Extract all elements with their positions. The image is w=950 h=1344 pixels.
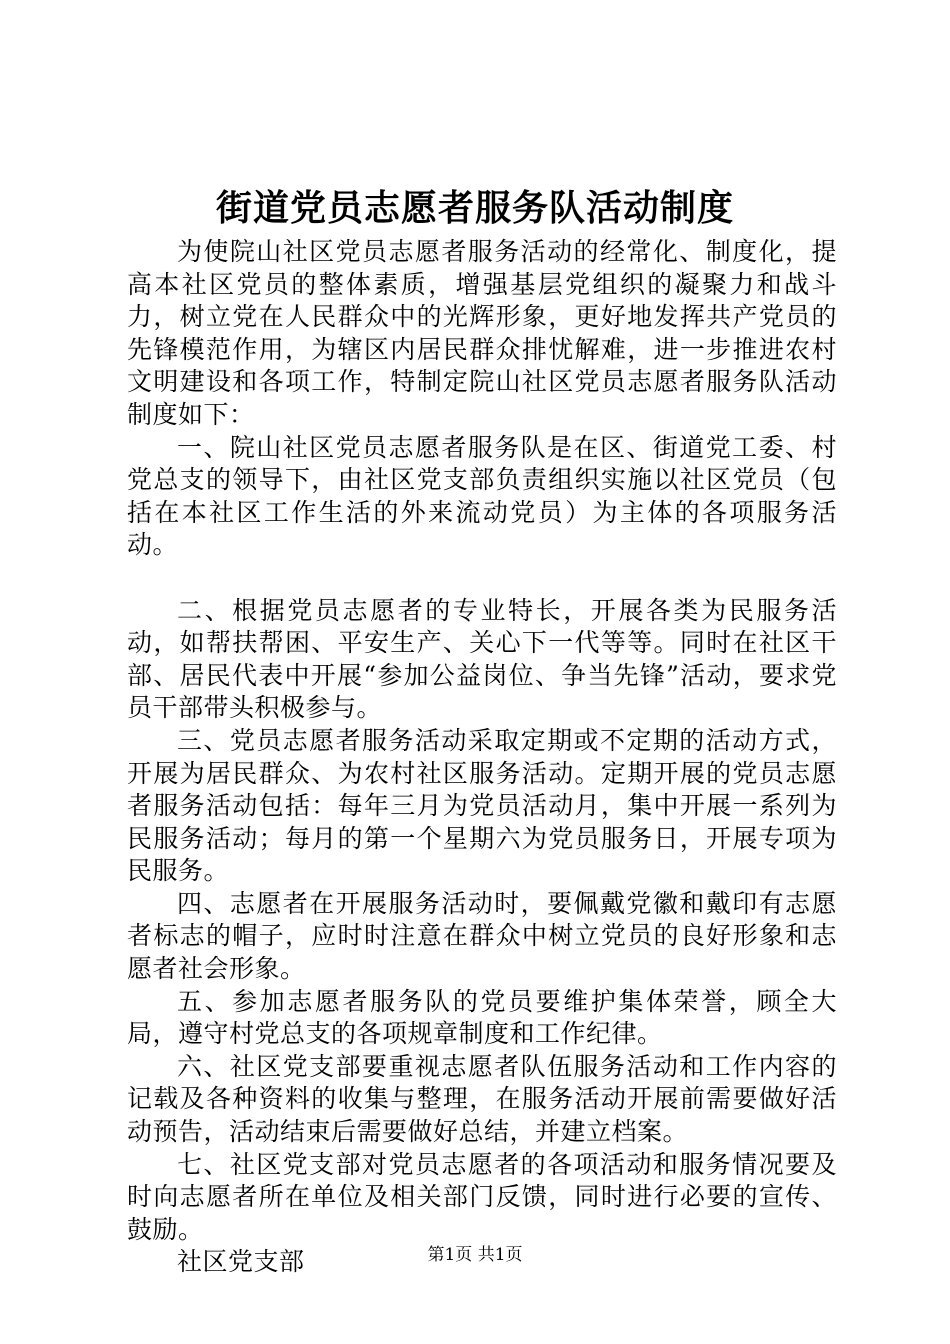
clause-3-paragraph: 三、党员志愿者服务活动采取定期或不定期的活动方式，开展为居民群众、为农村社区服务活动。定期开展的党员志愿者服务活动包括：每年三月为党员活动月，集中开展一系列为民服务活动；每月的第一个星期六为党员服务日，开展专项为民服务。 [127,725,837,886]
clause-2-paragraph: 二、根据党员志愿者的专业特长，开展各类为民服务活动，如帮扶帮困、平安生产、关心下一代等等。同时在社区干部、居民代表中开展“参加公益岗位、争当先锋”活动，要求党员干部带头积极参与。 [127,595,837,723]
clause-6-paragraph: 六、社区党支部要重视志愿者队伍服务活动和工作内容的记载及各种资料的收集与整理，在服务活动开展前需要做好活动预告，活动结束后需要做好总结，并建立档案。 [127,1051,837,1147]
page-footer: 第1页 共1页 [427,1245,523,1265]
paragraph-spacer [127,562,837,595]
document-body [127,236,837,1279]
clause-7-paragraph: 七、社区党支部对党员志愿者的各项活动和服务情况要及时向志愿者所在单位及相关部门反馈，同时进行必要的宣传、鼓励。 [127,1149,837,1244]
clause-1-paragraph: 一、院山社区党员志愿者服务队是在区、街道党工委、村党总支的领导下，由社区党支部负责组织实施以社区党员（包括在本社区工作生活的外来流动党员）为主体的各项服务活动。 [127,432,837,560]
clause-4-paragraph: 四、志愿者在开展服务活动时，要佩戴党徽和戴印有志愿者标志的帽子，应时时注意在群众中树立党员的良好形象和志愿者社会形象。 [127,888,837,984]
signature-line: 社区党支部 [177,1247,305,1277]
intro-paragraph: 为使院山社区党员志愿者服务活动的经常化、制度化，提高本社区党员的整体素质，增强基层党组织的凝聚力和战斗力，树立党在人民群众中的光辉形象，更好地发挥共产党员的先锋模范作用，为辖区内居民群众排忧解难，进一步推进农村文明建设和各项工作，特制定院山社区党员志愿者服务队活动制度如下： [127,237,837,429]
clause-5-paragraph: 五、参加志愿者服务队的党员要维护集体荣誉，顾全大局，遵守村党总支的各项规章制度和工作纪律。 [127,986,837,1049]
document-title: 街道党员志愿者服务队活动制度 [215,187,734,229]
